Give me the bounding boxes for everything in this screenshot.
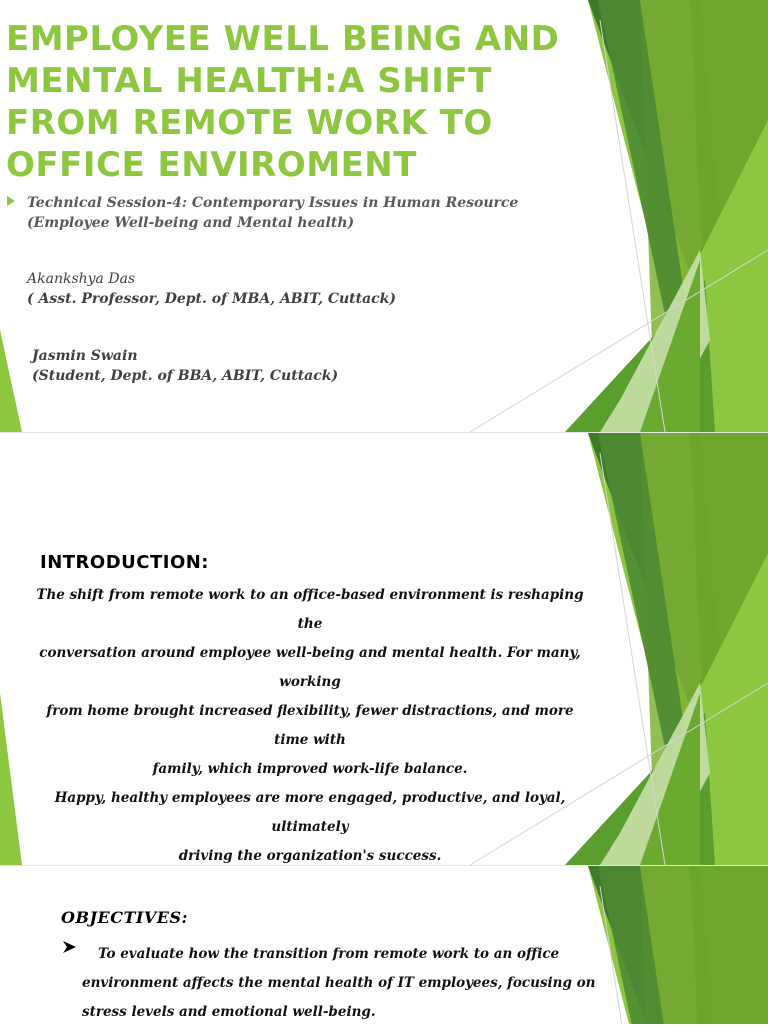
introduction-heading: INTRODUCTION:	[40, 552, 210, 573]
author-name: Jasmin Swain	[32, 348, 138, 364]
session-info: Technical Session-4: Contemporary Issues in Human Resource (Employee Well-being and Mental health)	[27, 195, 519, 231]
author-block	[27, 269, 396, 309]
slide-title-text: EMPLOYEE WELL BEING AND MENTAL HEALTH:A SHIFT FROM REMOTE WORK TO OFFICE ENVIROMENT	[6, 19, 560, 185]
author-affiliation: (Student, Dept. of BBA, ABIT, Cuttack)	[32, 368, 339, 384]
text-line: conversation around employee well-being and mental health. For many, working	[39, 645, 581, 690]
author-name: Akankshya Das	[27, 271, 136, 287]
text-line: Happy, healthy employees are more engaged, productive, and loyal, ultimately	[54, 790, 566, 835]
author-block	[32, 346, 338, 386]
arrowhead-bullet-icon	[62, 940, 78, 954]
text-line: family, which improved work-life balance.	[152, 761, 468, 777]
slide-title	[0, 0, 768, 432]
objective-item: To evaluate how the transition from remote work to an office environment affects the mental health of IT employees, focusing on stress levels and emotional well-being.	[82, 946, 596, 1020]
text-line: driving the organization's success.	[178, 848, 442, 864]
objectives-heading: OBJECTIVES:	[61, 908, 188, 927]
text-line: from home brought increased flexibility, fewer distractions, and more time with	[46, 703, 574, 748]
text-line: The shift from remote work to an office-based environment is reshaping the	[36, 587, 584, 632]
triangle-bullet-icon	[7, 196, 15, 206]
introduction-text	[30, 581, 590, 871]
author-affiliation: ( Asst. Professor, Dept. of MBA, ABIT, Cuttack)	[27, 291, 396, 307]
